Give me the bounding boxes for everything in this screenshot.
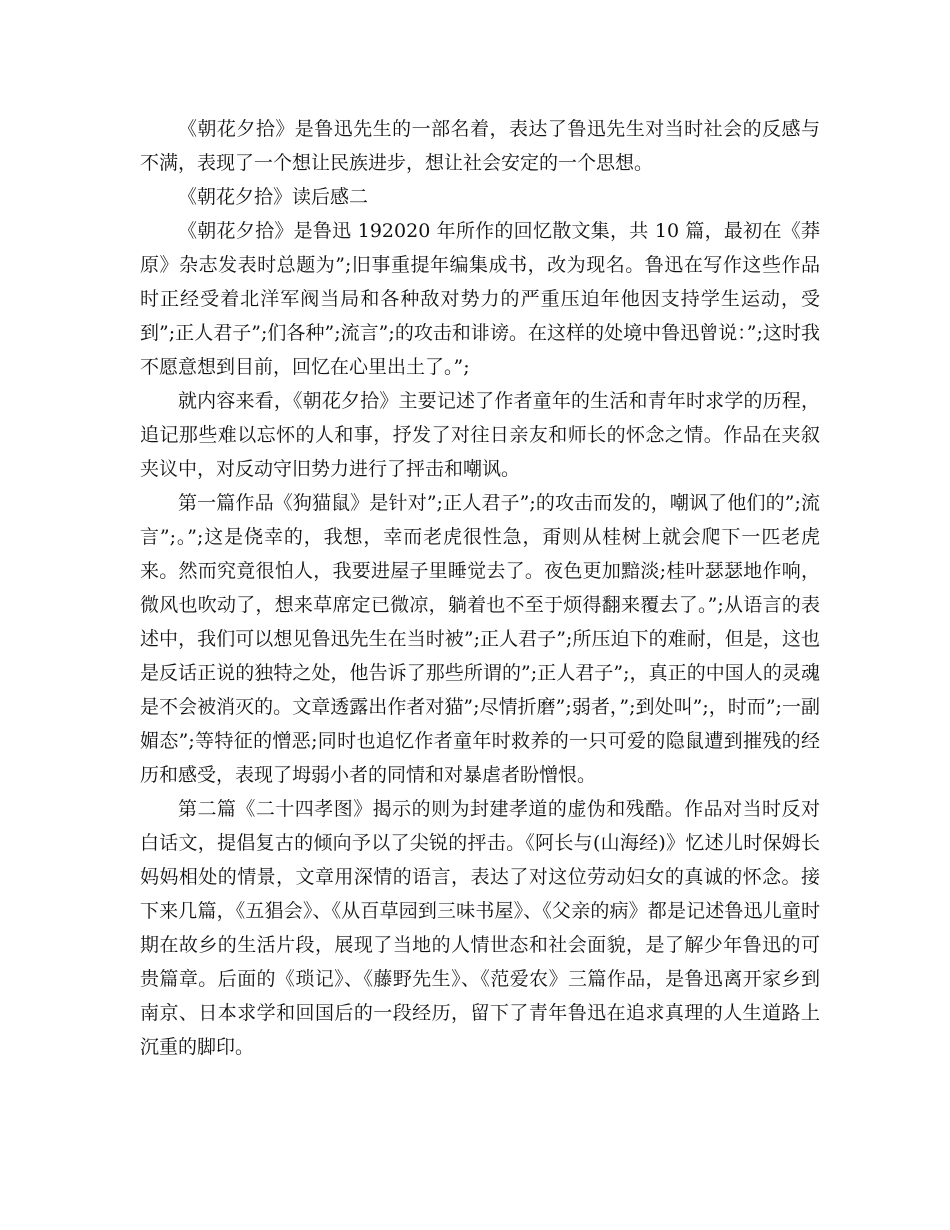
paragraph-first-work: 第一篇作品《狗猫鼠》是针对”;正人君子”;的攻击而发的，嘲讽了他们的”;流言”;。”;这是侥幸的，我想，幸而老虎很性急，甭则从桂树上就会爬下一匹老虎来。然而究竟很怕人，我要进屋子里睡觉去了。夜色更加黯淡;桂叶瑟瑟地作响，微风也吹动了，想来草席定已微凉，躺着也不至于烦得翻来覆去了。”;从语言的表述中，我们可以想见鲁迅先生在当时被”;正人君子”;所压迫下的难耐，但是，这也是反话正说的独特之处，他告诉了那些所谓的”;正人君子”;，真正的中国人的灵魂是不会被消灭的。文章透露出作者对猫”;尽情折磨”;弱者，”;到处叫”;，时而”;一副媚态”;等特征的憎恶;同时也追忆作者童年时救养的一只可爱的隐鼠遭到摧残的经历和感受，表现了坶弱小者的同情和对暴虐者盼憎恨。	[140, 492, 820, 786]
paragraph-intro: 《朝花夕拾》是鲁迅 192020 年所作的回忆散文集，共 10 篇，最初在《莽原》杂志发表时总题为”;旧事重提年编集成书，改为现名。鲁迅在写作这些作品时正经受着北洋军阀当局和各种敌对势力的严重压迫年他因支持学生运动，受到”;正人君子”;们各种”;流言”;的攻击和诽谤。在这样的处境中鲁迅曾说：”;这时我不愿意想到目前，回忆在心里出土了。”;	[140, 220, 820, 378]
section-heading: 《朝花夕拾》读后感二	[178, 186, 369, 208]
document-body	[140, 112, 820, 1064]
paragraph-conclusion: 《朝花夕拾》是鲁迅先生的一部名着，表达了鲁迅先生对当时社会的反感与不满，表现了一个想让民族进步，想让社会安定的一个思想。	[140, 118, 820, 174]
paragraph-content: 就内容来看，《朝花夕拾》主要记述了作者童年的生活和青年时求学的历程，追记那些难以忘怀的人和事，抒发了对往日亲友和师长的怀念之情。作品在夹叙夹议中，对反动守旧势力进行了抨击和嘲讽。	[140, 390, 820, 480]
paragraph-second-work: 第二篇《二十四孝图》揭示的则为封建孝道的虚伪和残酷。作品对当时反对白话文，提倡复古的倾向予以了尖锐的抨击。《阿长与(山海经)》忆述儿时保姆长妈妈相处的情景，文章用深情的语言，表达了对这位劳动妇女的真诚的怀念。接下来几篇，《五猖会》、《从百草园到三味书屋》、《父亲的病》都是记述鲁迅儿童时期在故乡的生活片段，展现了当地的人情世态和社会面貌，是了解少年鲁迅的可贵篇章。后面的《琐记》、《藤野先生》、《范爱农》三篇作品，是鲁迅离开家乡到南京、日本求学和回国后的一段经历，留下了青年鲁迅在追求真理的人生道路上沉重的脚印。	[140, 798, 820, 1058]
